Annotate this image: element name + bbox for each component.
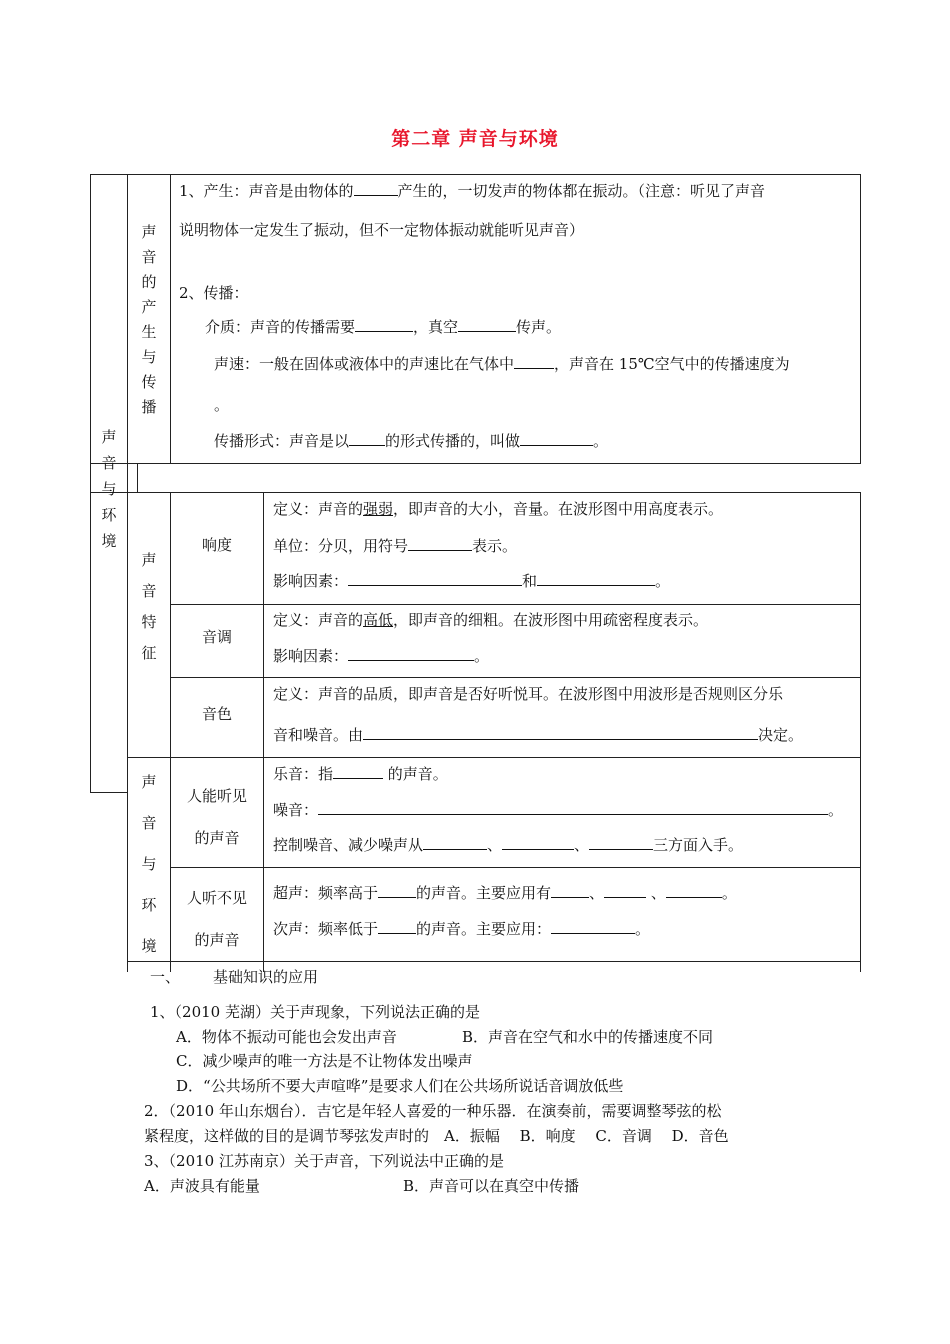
question-1-option-d: D．“公共场所不要大声喧哗”是要求人们在公共场所说话音调放低些 — [176, 1077, 624, 1095]
question-3: 3、（2010 江苏南京）关于声音，下列说法中正确的是 — [144, 1152, 504, 1170]
pitch-name: 音调 — [201, 628, 232, 646]
question-2-line-1: 2．（2010 年山东烟台）．吉它是年轻人喜爱的一种乐器．在演奏前，需要调整琴弦的松 — [144, 1102, 722, 1120]
audible-name: 人能听见 的声音 — [186, 787, 247, 847]
inaudible-name: 人听不见 的声音 — [186, 889, 247, 949]
exercise-heading: 基础知识的应用 — [213, 968, 319, 986]
main-label: 声 音 与 环 境 — [101, 428, 117, 550]
question-2-line-2: 紧程度，这样做的目的是调节琴弦发声时的 A．振幅 B．响度 C．音调 D．音色 — [144, 1127, 729, 1145]
question-3-option-a: A．声波具有能量 — [144, 1177, 260, 1195]
question-1: 1、（2010 芜湖）关于声现象，下列说法正确的是 — [150, 1003, 480, 1021]
section-environment-label: 声 音 与 环 境 — [141, 773, 157, 955]
question-3-option-b: B．声音可以在真空中传播 — [403, 1177, 580, 1195]
page-title: 第二章 声音与环境 — [391, 128, 559, 150]
loudness-name: 响度 — [201, 536, 232, 554]
section-production-label: 声 音 的 产 生 与 传 播 — [141, 223, 157, 416]
section-characteristics-label: 声 音 特 征 — [141, 551, 157, 662]
exercise-heading-num: 一、 — [150, 968, 181, 986]
question-1-option-c: C．减少噪声的唯一方法是不让物体发出噪声 — [176, 1052, 473, 1070]
timbre-name: 音色 — [201, 705, 232, 723]
question-1-option-a: A．物体不振动可能也会发出声音 — [176, 1028, 397, 1046]
question-1-option-b: B．声音在空气和水中的传播速度不同 — [462, 1028, 714, 1046]
